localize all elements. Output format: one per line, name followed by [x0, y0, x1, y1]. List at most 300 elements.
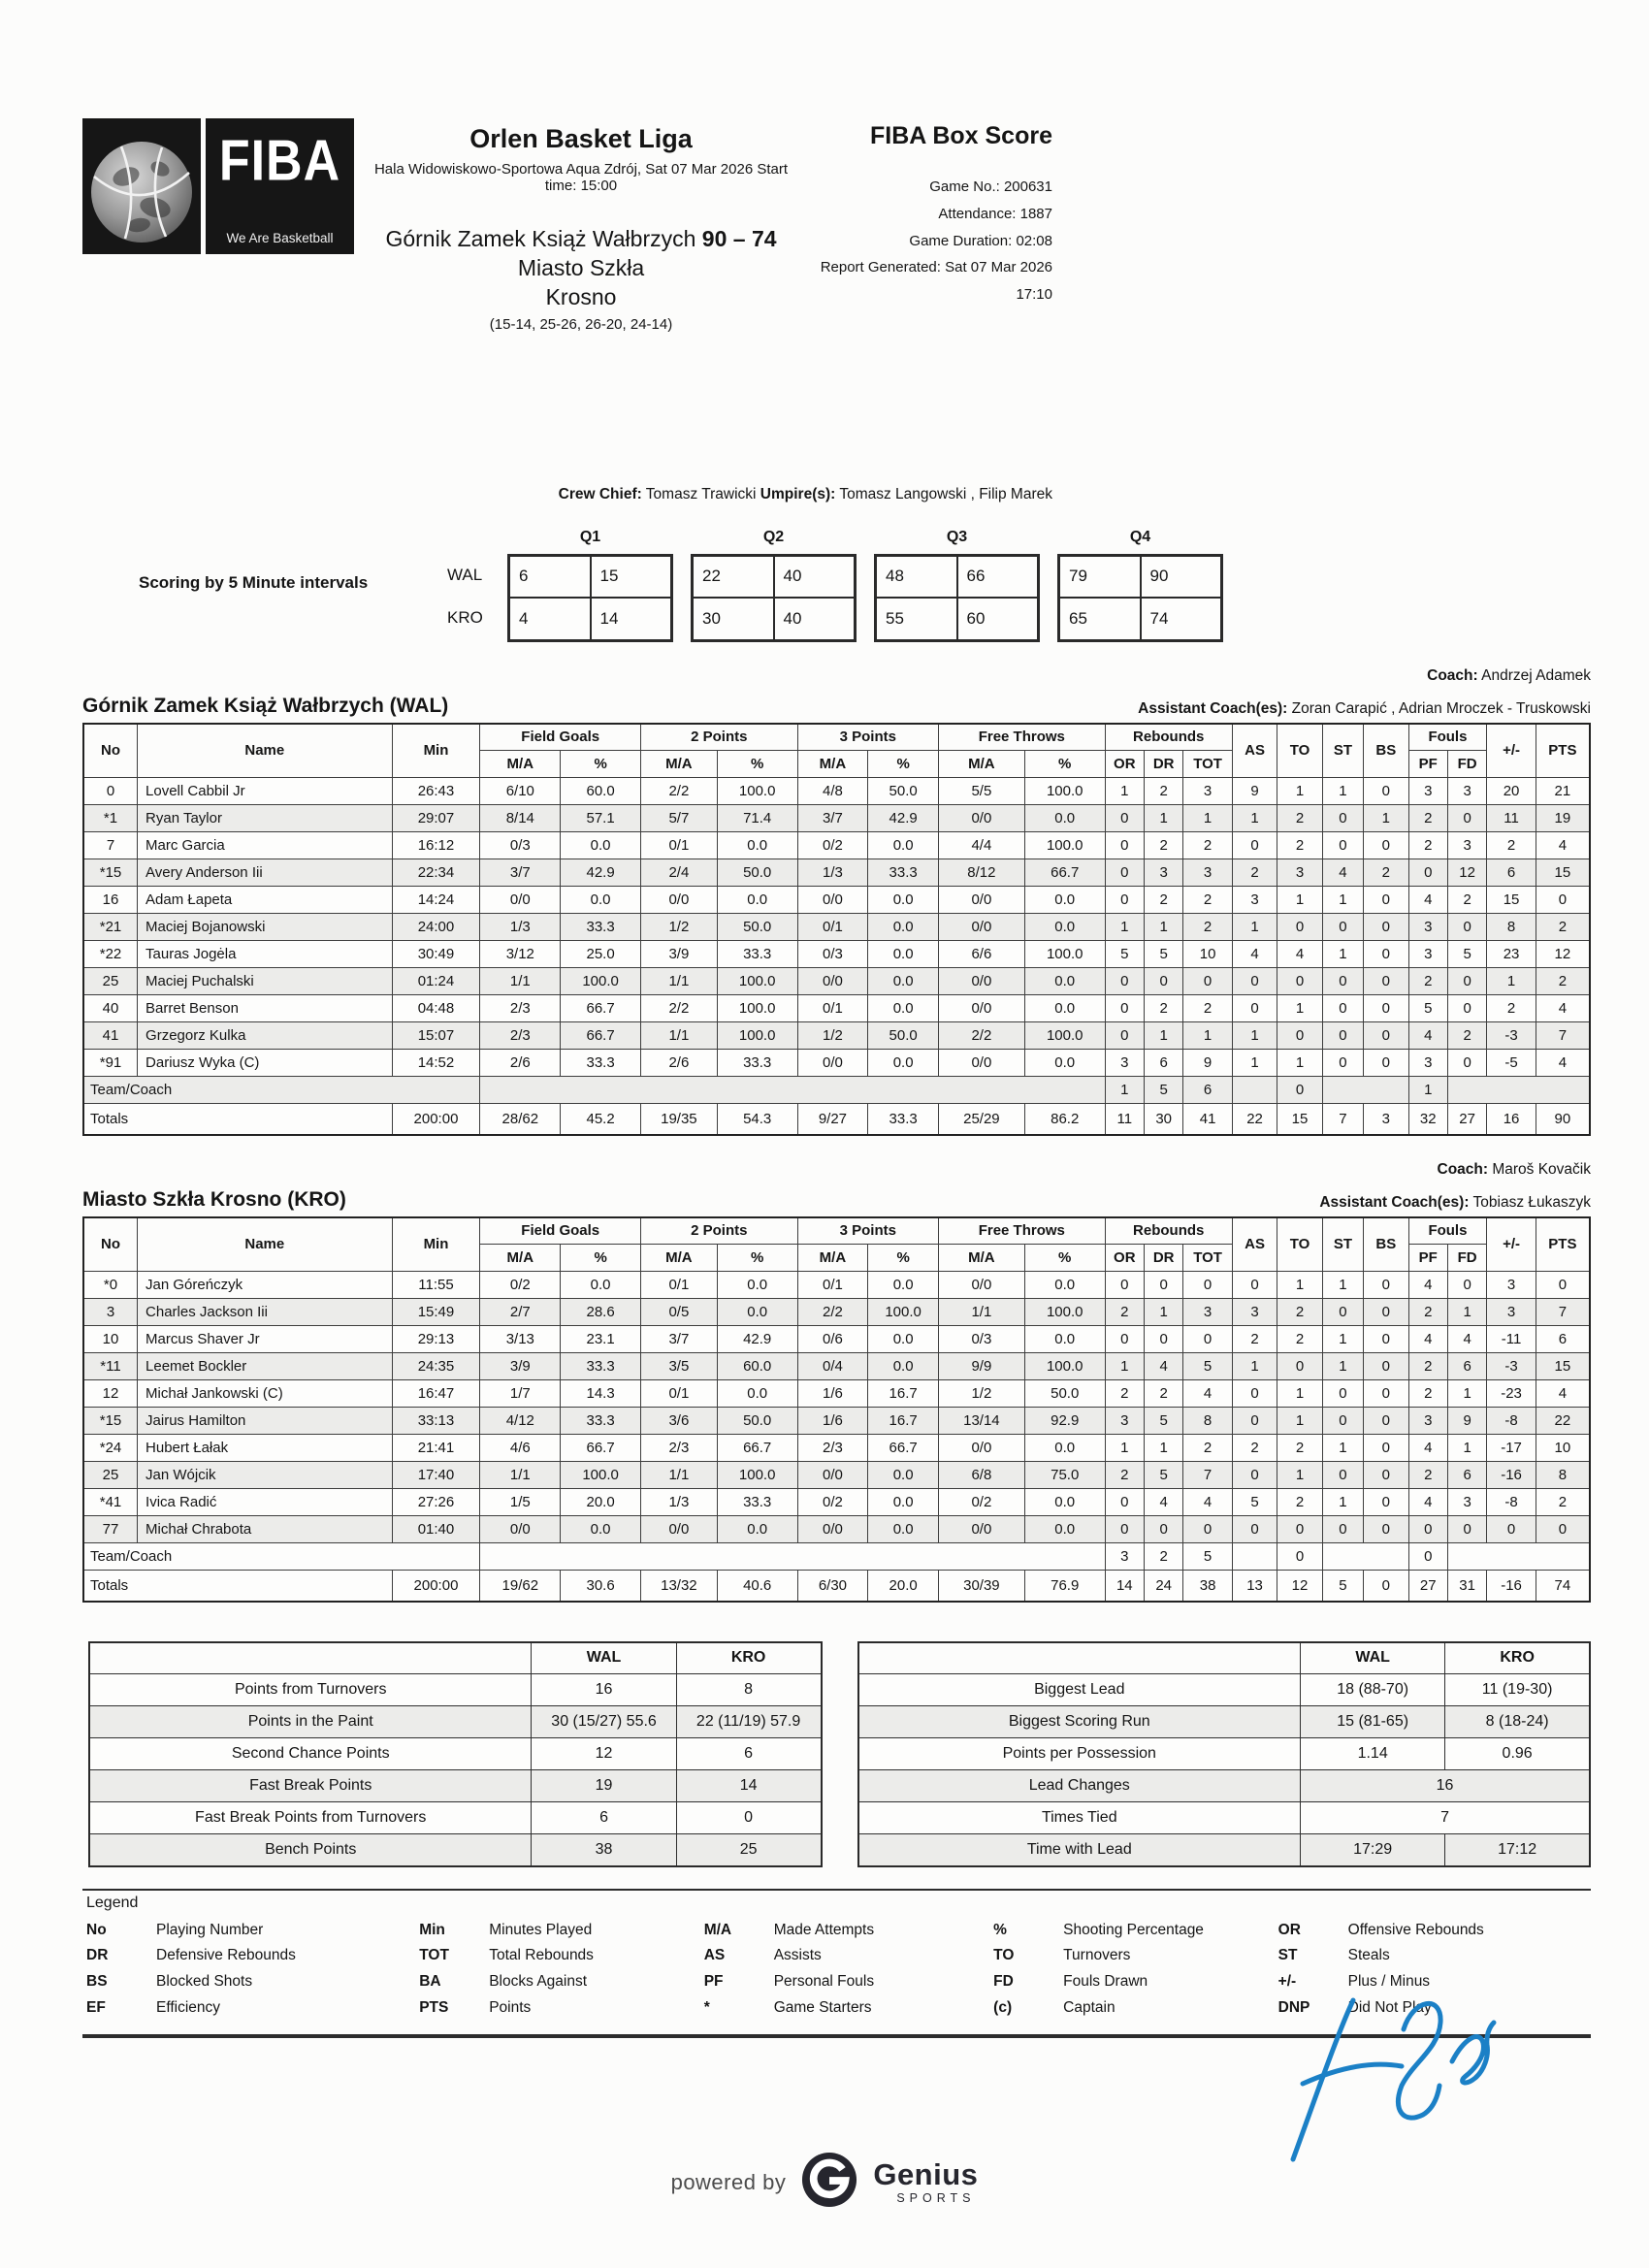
stat-cell: 0.0: [1024, 1272, 1105, 1299]
final-score: 90 – 74: [701, 226, 777, 251]
summary-label: Biggest Lead: [858, 1674, 1301, 1706]
stat-cell: 28.6: [561, 1299, 641, 1326]
interval-score: 74: [1141, 598, 1222, 640]
stat-cell: 0.0: [1024, 887, 1105, 914]
player-name: Ryan Taylor: [138, 805, 393, 832]
column-header: No: [83, 1217, 138, 1272]
total-stat-cell: 9/27: [797, 1104, 868, 1135]
legend-entry: [1278, 1943, 1587, 1969]
player-row: [83, 995, 1590, 1022]
stat-cell: [480, 1077, 1105, 1104]
column-header: M/A: [797, 751, 868, 778]
interval-row: [876, 598, 1039, 640]
stat-cell: 0: [1183, 1272, 1232, 1299]
stat-cell: 1: [1105, 914, 1144, 941]
stat-cell: 4: [1322, 859, 1363, 887]
interval-row: [509, 598, 672, 640]
stat-cell: 8/12: [938, 859, 1024, 887]
stat-cell: 2: [1277, 805, 1322, 832]
legend-description: Turnovers: [1063, 1947, 1131, 1964]
stat-cell: 17:40: [392, 1462, 480, 1489]
stat-cell: 5: [1232, 1489, 1277, 1516]
column-header: WAL: [532, 1642, 676, 1674]
stat-cell: 0: [1364, 1326, 1408, 1353]
column-header: %: [561, 751, 641, 778]
stat-cell: 50.0: [868, 1022, 939, 1050]
player-row: [83, 832, 1590, 859]
intervals-team-label: WAL: [447, 565, 483, 584]
total-stat-cell: 5: [1322, 1571, 1363, 1602]
stat-cell: 16:12: [392, 832, 480, 859]
interval-score: 48: [876, 555, 957, 598]
summary-label: Points per Possession: [858, 1738, 1301, 1770]
officials-line: [82, 486, 1052, 503]
column-header: PF: [1408, 751, 1447, 778]
scoring-intervals: [139, 529, 1591, 642]
column-header: Fouls: [1408, 1217, 1487, 1245]
interval-row: [1059, 555, 1222, 598]
stat-cell: 4/8: [797, 778, 868, 805]
stat-cell: 1: [1232, 1050, 1277, 1077]
stat-cell: 0: [1322, 1462, 1363, 1489]
game-info-line: Game No.: 200631: [929, 178, 1052, 195]
player-row: [83, 1326, 1590, 1353]
stat-cell: 0: [1322, 1022, 1363, 1050]
stat-cell: 24:35: [392, 1353, 480, 1380]
legend-abbr: No: [86, 1921, 107, 1938]
stat-cell: 0/3: [480, 832, 561, 859]
stat-cell: 30:49: [392, 941, 480, 968]
column-header: +/-: [1487, 1217, 1536, 1272]
stat-cell: 0/1: [641, 832, 718, 859]
column-header: Min: [392, 1217, 480, 1272]
total-stat-cell: 86.2: [1024, 1104, 1105, 1135]
player-name: Dariusz Wyka (C): [138, 1050, 393, 1077]
stat-cell: 0: [1105, 859, 1144, 887]
player-number: 41: [83, 1022, 138, 1050]
stat-cell: 0: [1447, 995, 1486, 1022]
stat-cell: 0: [1364, 1380, 1408, 1408]
column-header: Rebounds: [1105, 1217, 1232, 1245]
stat-cell: 66.7: [717, 1435, 797, 1462]
stat-cell: 71.4: [717, 805, 797, 832]
stat-cell: 1: [1105, 1077, 1144, 1104]
team-head-kro: [82, 1188, 1591, 1212]
legend-abbr: OR: [1277, 1921, 1301, 1938]
stat-cell: 16.7: [868, 1380, 939, 1408]
team-title-kro: Miasto Szkła Krosno (KRO): [82, 1187, 346, 1211]
column-header: TO: [1277, 724, 1322, 778]
stat-cell: 0/0: [797, 1050, 868, 1077]
stat-cell: 3/9: [480, 1353, 561, 1380]
stat-cell: 33:13: [392, 1408, 480, 1435]
player-row: [83, 778, 1590, 805]
stat-cell: 66.7: [868, 1435, 939, 1462]
coach-line-kro: [82, 1161, 1591, 1179]
stat-cell: 0.0: [1024, 1435, 1105, 1462]
stat-cell: 0: [1408, 1516, 1447, 1543]
interval-row: [693, 598, 856, 640]
stat-cell: 0/0: [938, 887, 1024, 914]
summary-value: 16: [1301, 1770, 1590, 1802]
player-number: 10: [83, 1326, 138, 1353]
stat-cell: 0: [1232, 968, 1277, 995]
summary-row-item: [858, 1770, 1591, 1802]
stat-cell: 1/7: [480, 1380, 561, 1408]
stat-cell: 1/5: [480, 1489, 561, 1516]
stat-cell: 2: [1408, 1299, 1447, 1326]
stat-cell: 6: [1183, 1077, 1232, 1104]
total-stat-cell: 32: [1408, 1104, 1447, 1135]
stat-cell: 0: [1364, 887, 1408, 914]
total-stat-cell: 30/39: [938, 1571, 1024, 1602]
legend-abbr: M/A: [703, 1921, 732, 1938]
stat-cell: 0: [1105, 1272, 1144, 1299]
stat-cell: 1: [1277, 778, 1322, 805]
stat-cell: 0: [1364, 1272, 1408, 1299]
legend-entry: [993, 1918, 1277, 1944]
stat-cell: 1/3: [480, 914, 561, 941]
stat-cell: 7: [1536, 1022, 1590, 1050]
stat-cell: 0: [1232, 1516, 1277, 1543]
column-header: %: [717, 751, 797, 778]
total-stat-cell: 38: [1183, 1571, 1232, 1602]
assistant-label: Assistant Coach(es):: [1319, 1193, 1470, 1211]
stat-cell: 1: [1277, 1462, 1322, 1489]
legend-abbr: DNP: [1277, 1998, 1310, 2016]
quarter-label: Q2: [762, 528, 785, 545]
stat-cell: 1: [1408, 1077, 1447, 1104]
stat-cell: 29:07: [392, 805, 480, 832]
stat-cell: 0: [1487, 1516, 1536, 1543]
interval-score: 40: [774, 555, 856, 598]
stat-cell: 1: [1144, 1022, 1182, 1050]
stat-cell: 0/3: [938, 1326, 1024, 1353]
summary-value: 30 (15/27) 55.6: [532, 1706, 676, 1738]
summary-section: [88, 1641, 1591, 1867]
stat-cell: 4: [1536, 1380, 1590, 1408]
total-stat-cell: 41: [1183, 1104, 1232, 1135]
stat-cell: 0: [1322, 995, 1363, 1022]
legend-entry: [993, 1943, 1277, 1969]
intervals-quarters: [507, 529, 1241, 642]
stat-cell: 100.0: [868, 1299, 939, 1326]
stat-cell: 33.3: [561, 1050, 641, 1077]
totals-row: [83, 1571, 1590, 1602]
stat-cell: 2: [1232, 1326, 1277, 1353]
stat-cell: 0: [1364, 995, 1408, 1022]
total-stat-cell: 13/32: [641, 1571, 718, 1602]
stat-cell: 6: [1487, 859, 1536, 887]
stat-cell: 0/0: [797, 968, 868, 995]
stat-cell: 2: [1408, 832, 1447, 859]
stat-cell: 0: [1277, 1022, 1322, 1050]
stat-cell: 1: [1322, 941, 1363, 968]
column-header: BS: [1364, 724, 1408, 778]
stat-cell: 0: [1105, 1489, 1144, 1516]
stat-cell: 0: [1364, 1299, 1408, 1326]
stat-cell: 33.3: [561, 914, 641, 941]
stat-cell: 0/0: [938, 805, 1024, 832]
stat-cell: 4: [1408, 1489, 1447, 1516]
stat-cell: 50.0: [717, 1408, 797, 1435]
stat-cell: 12: [1447, 859, 1486, 887]
summary-row-item: [858, 1738, 1591, 1770]
legend-description: Defensive Rebounds: [156, 1947, 296, 1964]
summary-label: Time with Lead: [858, 1834, 1301, 1866]
stat-cell: 3/7: [797, 805, 868, 832]
stat-cell: 3: [1447, 778, 1486, 805]
stat-cell: 2: [1408, 1380, 1447, 1408]
summary-header-row: [89, 1642, 822, 1674]
stat-cell: 1: [1144, 1299, 1182, 1326]
total-stat-cell: 33.3: [868, 1104, 939, 1135]
stat-cell: -17: [1487, 1435, 1536, 1462]
stat-cell: 3: [1408, 1050, 1447, 1077]
stat-cell: 0: [1105, 832, 1144, 859]
player-name: Michał Jankowski (C): [138, 1380, 393, 1408]
stat-cell: 5: [1144, 1408, 1182, 1435]
quarter-label: Q4: [1129, 528, 1151, 545]
stat-cell: 2: [1408, 805, 1447, 832]
legend-entry: [86, 1969, 419, 1995]
stat-cell: 20: [1487, 778, 1536, 805]
stat-cell: 2: [1232, 1435, 1277, 1462]
legend-description: Minutes Played: [489, 1921, 593, 1938]
stat-cell: 4: [1536, 832, 1590, 859]
stat-cell: 2: [1536, 968, 1590, 995]
stat-cell: 5: [1408, 995, 1447, 1022]
stat-cell: 1: [1144, 1435, 1182, 1462]
home-team-name: Górnik Zamek Książ Wałbrzych: [385, 226, 696, 251]
summary-table-points: [88, 1641, 823, 1867]
summary-label: Fast Break Points from Turnovers: [89, 1802, 532, 1834]
summary-row-item: [89, 1770, 822, 1802]
stat-cell: 0: [1364, 1353, 1408, 1380]
total-stat-cell: 15: [1277, 1104, 1322, 1135]
stat-cell: 4: [1408, 1326, 1447, 1353]
stat-cell: 0: [1277, 1543, 1322, 1571]
legend-entry: [704, 1943, 993, 1969]
stat-cell: 0: [1277, 914, 1322, 941]
stat-cell: 0/0: [938, 995, 1024, 1022]
legend-entry: [419, 1969, 703, 1995]
stat-cell: 1/1: [641, 1462, 718, 1489]
stat-cell: 42.9: [717, 1326, 797, 1353]
column-header: AS: [1232, 1217, 1277, 1272]
total-stat-cell: 19/62: [480, 1571, 561, 1602]
stat-cell: 0: [1408, 859, 1447, 887]
summary-value: 8: [676, 1674, 821, 1706]
stat-cell: 8: [1183, 1408, 1232, 1435]
stat-cell: 2/3: [480, 995, 561, 1022]
stat-cell: 0: [1277, 1077, 1322, 1104]
box-score-table-wal: [82, 723, 1591, 1136]
summary-row-item: [89, 1706, 822, 1738]
legend-abbr: AS: [703, 1947, 726, 1964]
stat-cell: 5: [1183, 1353, 1232, 1380]
column-header: %: [561, 1245, 641, 1272]
stat-cell: 1: [1232, 1022, 1277, 1050]
summary-value: 19: [532, 1770, 676, 1802]
legend-entry: [993, 1995, 1277, 2022]
stat-cell: 10: [1183, 941, 1232, 968]
total-stat-cell: 74: [1536, 1571, 1590, 1602]
player-number: *21: [83, 914, 138, 941]
player-name: Maciej Puchalski: [138, 968, 393, 995]
player-number: *91: [83, 1050, 138, 1077]
stat-cell: 0/2: [797, 832, 868, 859]
column-header: Name: [138, 724, 393, 778]
total-stat-cell: 90: [1536, 1104, 1590, 1135]
stat-cell: 0: [1322, 914, 1363, 941]
stat-cell: 1/6: [797, 1380, 868, 1408]
player-row: [83, 1272, 1590, 1299]
stat-cell: 0/0: [938, 1050, 1024, 1077]
stat-cell: 0: [1322, 1380, 1363, 1408]
stat-cell: 33.3: [717, 1489, 797, 1516]
total-stat-cell: 200:00: [392, 1104, 480, 1135]
stat-cell: 15: [1487, 887, 1536, 914]
stat-cell: 0: [1322, 968, 1363, 995]
summary-value: 16: [532, 1674, 676, 1706]
stat-cell: 0: [1232, 1380, 1277, 1408]
genius-sports-wordmark: [873, 2159, 978, 2205]
column-header: 2 Points: [641, 1217, 798, 1245]
stat-cell: 0.0: [1024, 1489, 1105, 1516]
stat-cell: [1322, 1077, 1408, 1104]
player-row: [83, 941, 1590, 968]
stat-cell: 0/0: [797, 1516, 868, 1543]
stat-cell: 11: [1487, 805, 1536, 832]
legend-description: Total Rebounds: [489, 1947, 594, 1964]
stat-cell: 0: [1364, 1516, 1408, 1543]
summary-label: Bench Points: [89, 1834, 532, 1866]
stat-cell: 0: [1322, 805, 1363, 832]
stat-cell: 4: [1536, 1050, 1590, 1077]
team-title-wal: Górnik Zamek Książ Wałbrzych (WAL): [82, 694, 449, 717]
stat-cell: 8: [1536, 1462, 1590, 1489]
stat-cell: 0/5: [641, 1299, 718, 1326]
stat-cell: 1: [1447, 1299, 1486, 1326]
total-stat-cell: 20.0: [868, 1571, 939, 1602]
stat-cell: 0: [1105, 805, 1144, 832]
column-header: M/A: [641, 1245, 718, 1272]
stat-cell: 0: [1536, 1272, 1590, 1299]
legend-abbr: (c): [993, 1998, 1013, 2016]
stat-cell: -11: [1487, 1326, 1536, 1353]
total-stat-cell: 14: [1105, 1571, 1144, 1602]
stat-cell: 100.0: [717, 778, 797, 805]
stat-cell: 2: [1144, 832, 1182, 859]
stat-cell: 66.7: [561, 1435, 641, 1462]
stat-cell: 5: [1447, 941, 1486, 968]
summary-value: 8 (18-24): [1445, 1706, 1590, 1738]
stat-cell: 1: [1322, 1272, 1363, 1299]
stat-cell: 0.0: [868, 1050, 939, 1077]
stat-cell: 4: [1408, 1022, 1447, 1050]
summary-label: Times Tied: [858, 1802, 1301, 1834]
basketball-logo-icon: [82, 118, 201, 254]
stat-cell: 0: [1408, 1543, 1447, 1571]
stat-cell: 1/2: [797, 1022, 868, 1050]
legend-description: Personal Fouls: [773, 1972, 875, 1990]
stat-cell: 26:43: [392, 778, 480, 805]
total-stat-cell: 45.2: [561, 1104, 641, 1135]
stat-cell: 50.0: [868, 778, 939, 805]
stat-cell: 0: [1232, 1272, 1277, 1299]
column-header: DR: [1144, 751, 1182, 778]
stat-cell: 33.3: [561, 1408, 641, 1435]
quarter-score-grid: [691, 554, 857, 642]
game-info: [808, 174, 1052, 308]
stat-cell: 33.3: [868, 859, 939, 887]
coach-label: Coach:: [1437, 1160, 1489, 1178]
stat-cell: 0: [1105, 1326, 1144, 1353]
player-name: Jairus Hamilton: [138, 1408, 393, 1435]
column-header: %: [868, 751, 939, 778]
stat-cell: 0/2: [797, 1489, 868, 1516]
stat-cell: 100.0: [717, 968, 797, 995]
column-header: %: [1024, 1245, 1105, 1272]
player-number: *1: [83, 805, 138, 832]
team-coach-row: [83, 1543, 1590, 1571]
report-title: FIBA Box Score: [869, 122, 1052, 149]
stat-cell: 0.0: [717, 1299, 797, 1326]
stat-cell: 2: [1408, 1462, 1447, 1489]
interval-score: 6: [509, 555, 591, 598]
stat-cell: 3: [1277, 859, 1322, 887]
game-info-line: Report Generated: Sat 07 Mar 2026 17:10: [820, 259, 1052, 303]
period-scores: (15-14, 25-26, 26-20, 24-14): [489, 315, 673, 333]
total-stat-cell: 13: [1232, 1571, 1277, 1602]
stat-cell: 2: [1183, 1435, 1232, 1462]
stat-cell: 2: [1105, 1462, 1144, 1489]
fiba-wordmark-box: [206, 118, 354, 254]
team-coach-row: [83, 1077, 1590, 1104]
stat-cell: 0: [1364, 968, 1408, 995]
stat-cell: 1/2: [641, 914, 718, 941]
away-team-name-part1: Miasto Szkła: [517, 254, 645, 280]
legend-entry: [86, 1918, 419, 1944]
player-row: [83, 1022, 1590, 1050]
stat-cell: 15:07: [392, 1022, 480, 1050]
total-stat-cell: 12: [1277, 1571, 1322, 1602]
stat-cell: 4: [1408, 1272, 1447, 1299]
legend-description: Assists: [773, 1947, 822, 1964]
player-number: *15: [83, 859, 138, 887]
stat-cell: 6: [1447, 1462, 1486, 1489]
player-name: Maciej Bojanowski: [138, 914, 393, 941]
player-row: [83, 1516, 1590, 1543]
stat-cell: 19: [1536, 805, 1590, 832]
stat-cell: 0: [1364, 1050, 1408, 1077]
stat-cell: 1: [1105, 778, 1144, 805]
column-header: Name: [138, 1217, 393, 1272]
stat-cell: 1: [1105, 1435, 1144, 1462]
stat-cell: 0.0: [868, 887, 939, 914]
stat-cell: 0.0: [868, 968, 939, 995]
column-header: ST: [1322, 724, 1363, 778]
total-stat-cell: 27: [1408, 1571, 1447, 1602]
stat-cell: 0.0: [868, 941, 939, 968]
stat-cell: 5/7: [641, 805, 718, 832]
summary-table-leads: [857, 1641, 1592, 1867]
stat-cell: 6/6: [938, 941, 1024, 968]
column-header: PTS: [1536, 1217, 1590, 1272]
legend-abbr: TO: [993, 1947, 1015, 1964]
stat-cell: 1: [1105, 1353, 1144, 1380]
